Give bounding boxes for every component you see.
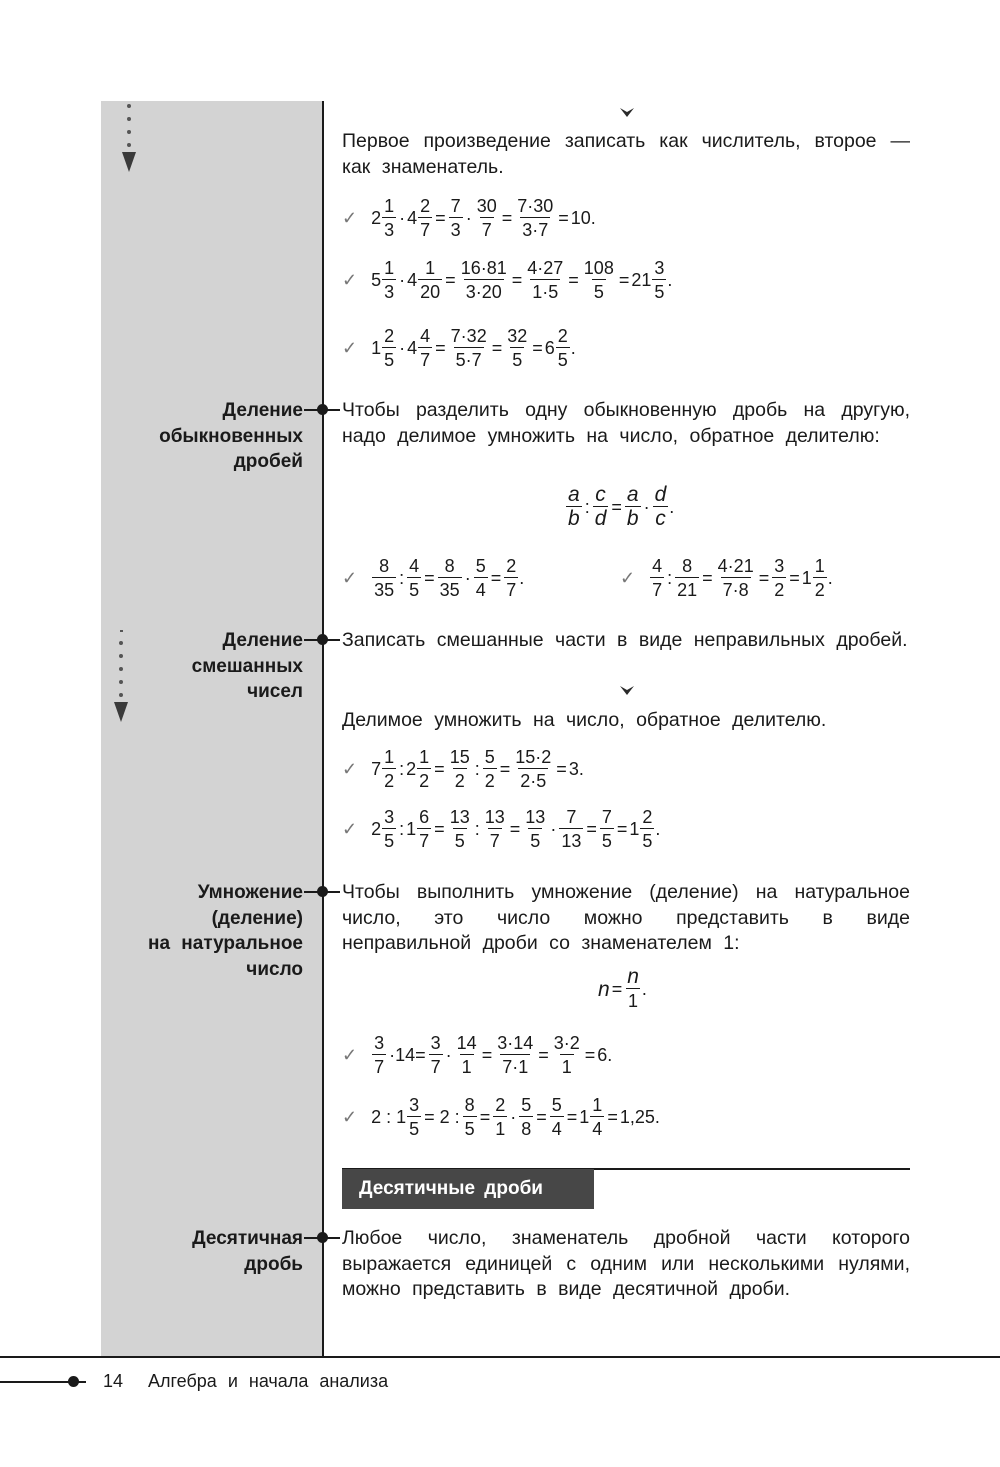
dotted-arrow-down-icon: [113, 630, 129, 722]
page-bottom-rule: [0, 1356, 1000, 1358]
term-line: смешанных: [191, 655, 303, 677]
check-icon: ✓: [342, 819, 358, 839]
check-icon: ✓: [620, 568, 636, 588]
term-line: дробей: [233, 451, 303, 472]
formula-division: $\frac{a}{b}$ : $\frac{c}{d}$ = $\frac{a}{b}$ · $\frac{d}{c}$ .: [568, 483, 675, 530]
example-1: ✓ 2 $\frac{1}{3}$ · 4 $\frac{2}{7}$ = $\frac{7}{3}$ · $\frac{30}{7}$ = $\frac{7\cdot 30}{3\cdot 7}$ = 10.: [342, 196, 596, 240]
step-text-1: Первое произведение записать как числитель, второе — как знаменатель.: [342, 130, 910, 178]
bullet-connector-icon: [304, 886, 340, 898]
definition-text: Чтобы разделить одну обыкновенную дробь на другую, надо делимое умножить на число, обратное делителю:: [342, 399, 910, 447]
term-line: дробь: [244, 1253, 303, 1275]
term-line: чисел: [247, 681, 303, 702]
definition-text: Чтобы выполнить умножение (деление) на натуральное число, это число можно представить в виде неправильной дроби со знаменателем 1:: [342, 881, 910, 954]
term-division-common-fractions: [159, 398, 303, 475]
term-line: обыкновенных: [159, 425, 303, 447]
check-icon: ✓: [342, 759, 358, 779]
example-4: ✓ $\frac{8}{35}$ : $\frac{4}{5}$ = $\frac{8}{35}$ · $\frac{5}{4}$ = $\frac{2}{7}$ .: [342, 556, 525, 600]
step-text-2: Делимое умножить на число, обратное делителю.: [342, 709, 827, 731]
formula-natural: n = $\frac{n}{1}$ .: [598, 965, 647, 1011]
term-decimal-fraction: [192, 1226, 303, 1277]
term-multiplication-natural: [148, 880, 303, 982]
term-line: число: [246, 958, 303, 980]
check-icon: ✓: [342, 1045, 358, 1065]
definition-text: Записать смешанные части в виде неправильных дробей.: [342, 629, 908, 651]
check-icon: ✓: [342, 568, 358, 588]
example-2: ✓ 5 $\frac{1}{3}$ · 4 $\frac{1}{20}$ = $\frac{16\cdot 81}{3\cdot 20}$ = $\frac{4\cdot 27}{1\cdot 5}$ = $\frac{108}{5}$ = 21 $\frac{3}{5}$ .: [342, 258, 673, 302]
bullet-connector-icon: [304, 634, 340, 646]
term-line: на натуральное: [147, 933, 303, 954]
bullet-connector-icon: [304, 1232, 340, 1244]
example-3: ✓ 1 $\frac{2}{5}$ · 4 $\frac{4}{7}$ = $\frac{7\cdot 32}{5\cdot 7}$ = $\frac{32}{5}$ = 6 $\frac{2}{5}$ .: [342, 326, 576, 370]
running-title: Алгебра и начала анализа: [148, 1371, 389, 1391]
column-divider: [322, 101, 324, 1357]
dotted-arrow-down-icon: [121, 104, 137, 172]
term-division-mixed-numbers: [192, 628, 303, 705]
check-icon: ✓: [342, 1107, 358, 1127]
check-icon: ✓: [342, 338, 358, 358]
term-line: Деление: [222, 400, 303, 421]
sidebar-gray-column: [101, 101, 323, 1357]
term-line: (деление): [211, 907, 303, 929]
example-5: ✓ $\frac{4}{7}$ : $\frac{8}{21}$ = $\frac{4\cdot 21}{7\cdot 8}$ = $\frac{3}{2}$ = 1 $\frac{1}{2}$ .: [620, 556, 833, 600]
chevron-down-icon: [620, 108, 634, 116]
example-9: ✓ 2 : 1 $\frac{3}{5}$ = 2 : $\frac{8}{5}$ = $\frac{2}{1}$ · $\frac{5}{8}$ = $\frac{5}{4}$ = 1 $\frac{1}{4}$ = 1,25.: [342, 1095, 660, 1139]
page-number: 14: [103, 1371, 124, 1391]
chevron-down-icon: [620, 686, 634, 694]
section-heading: Десятичные дроби: [342, 1169, 594, 1209]
example-7: ✓ 2 $\frac{3}{5}$ : 1 $\frac{6}{7}$ = $\frac{13}{5}$ : $\frac{13}{7}$ = $\frac{13}{5}$ · $\frac{7}{13}$ = $\frac{7}{5}$ = 1 $\frac{2}{5}$ .: [342, 807, 661, 851]
footer-rule: [0, 1381, 78, 1383]
check-icon: ✓: [342, 270, 358, 290]
check-icon: ✓: [342, 208, 358, 228]
term-line: Десятичная: [192, 1228, 303, 1249]
term-line: Деление: [222, 630, 303, 651]
definition-text: Любое число, знаменатель дробной части которого выражается единицей с одним или несколькими нулями, можно представить в виде десятичной дроби.: [342, 1227, 910, 1300]
bullet-connector-icon: [304, 404, 340, 416]
term-line: Умножение: [197, 882, 303, 903]
example-8: ✓ $\frac{3}{7}$ ·14= $\frac{3}{7}$ · $\frac{14}{1}$ = $\frac{3\cdot 14}{7\cdot 1}$ = $\frac{3\cdot 2}{1}$ = 6.: [342, 1033, 613, 1077]
example-6: ✓ 7 $\frac{1}{2}$ : 2 $\frac{1}{2}$ = $\frac{15}{2}$ : $\frac{5}{2}$ = $\frac{15\cdot 2}{2\cdot 5}$ = 3.: [342, 747, 584, 791]
footer-tick: [78, 1381, 86, 1383]
